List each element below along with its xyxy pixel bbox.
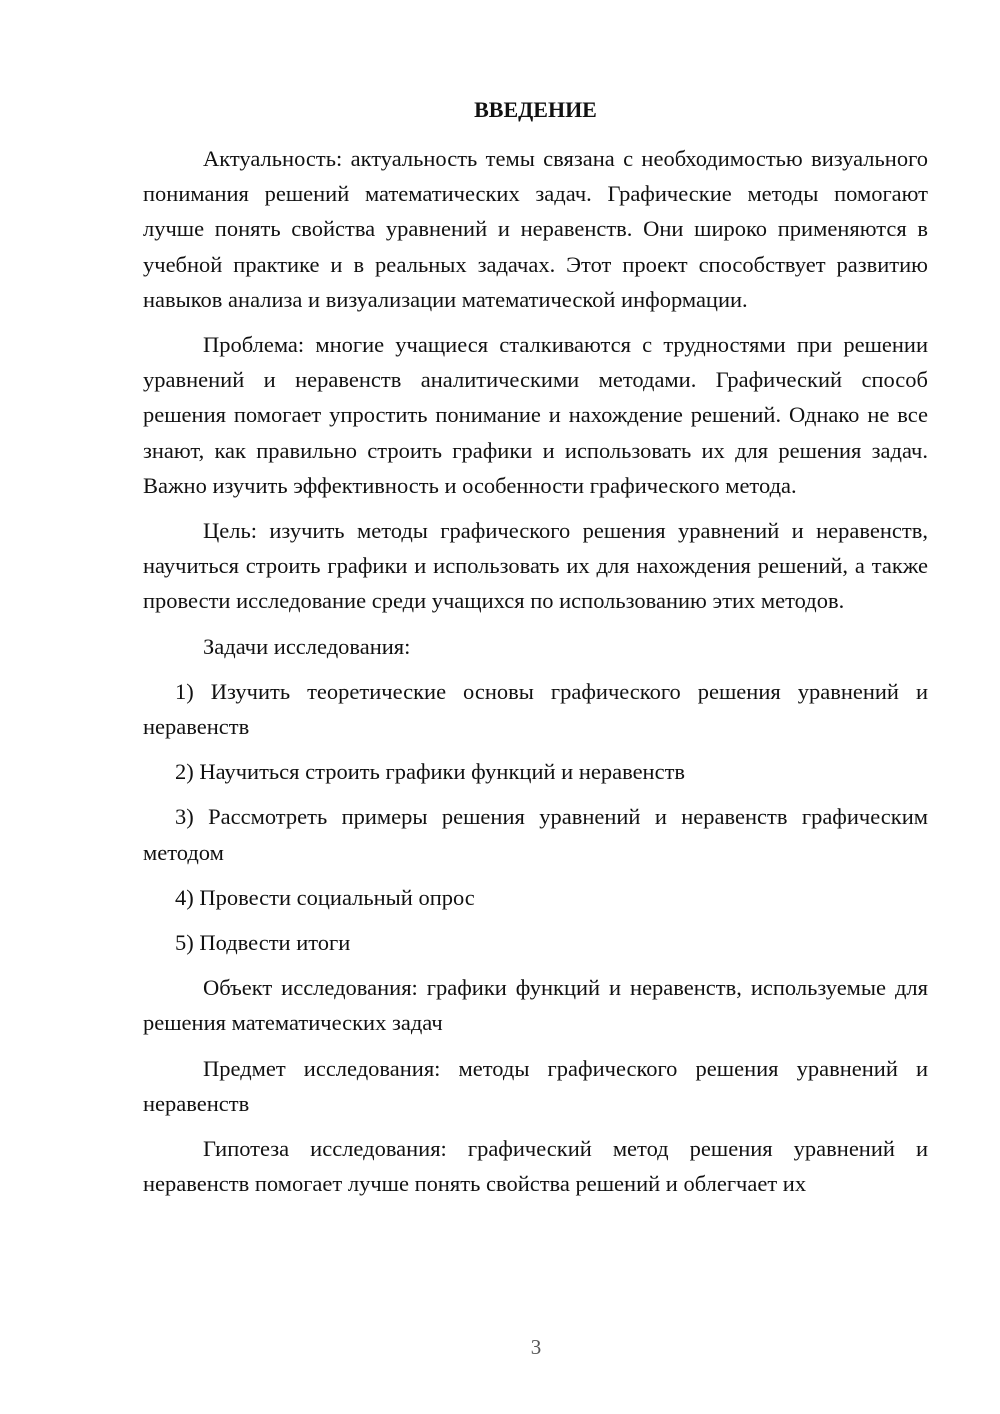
tasks-heading: Задачи исследования: [203,633,411,659]
task-item-4: 4) Провести социальный опрос [175,884,475,910]
task-item-1: 1) Изучить теоретические основы графического решения уравнений и неравенств [143,678,928,740]
research-hypothesis-paragraph: Гипотеза исследования: графический метод решения уравнений и неравенств помогает лучше понять свойства решений и облегчает их [143,1136,928,1197]
page-content [143,95,928,1211]
problem-paragraph: Проблема: многие учащиеся сталкиваются с трудностями при решении уравнений и неравенств аналитическими методами. Графический способ решения помогает упростить понимание и нахождение решений. Однако не все знают, как правильно строить графики и использовать их для решения задач. Важно изучить эффективность и особенности графического метода. [143,332,928,498]
research-object-paragraph: Объект исследования: графики функций и неравенств, используемые для решения математических задач [143,975,928,1036]
task-item-5: 5) Подвести итоги [175,930,351,956]
section-title: ВВЕДЕНИЕ [474,97,597,122]
task-item-3: 3) Рассмотреть примеры решения уравнений и неравенств графическим методом [143,804,928,865]
page-number: 3 [530,1335,542,1359]
task-item-2: 2) Научиться строить графики функций и неравенств [175,759,686,785]
research-subject-paragraph: Предмет исследования: методы графического решения уравнений и неравенств [143,1055,928,1116]
goal-paragraph: Цель: изучить методы графического решения уравнений и неравенств, научиться строить графики и использовать их для нахождения решений, а также провести исследование среди учащихся по использованию этих методов. [143,518,928,614]
relevance-paragraph: Актуальность: актуальность темы связана с необходимостью визуального понимания решений математических задач. Графические методы помогают лучше понять свойства уравнений и неравенств. Они широко применяются в учебной практике и в реальных задачах. Этот проект способствует развитию навыков анализа и визуализации математической информации. [143,146,928,312]
